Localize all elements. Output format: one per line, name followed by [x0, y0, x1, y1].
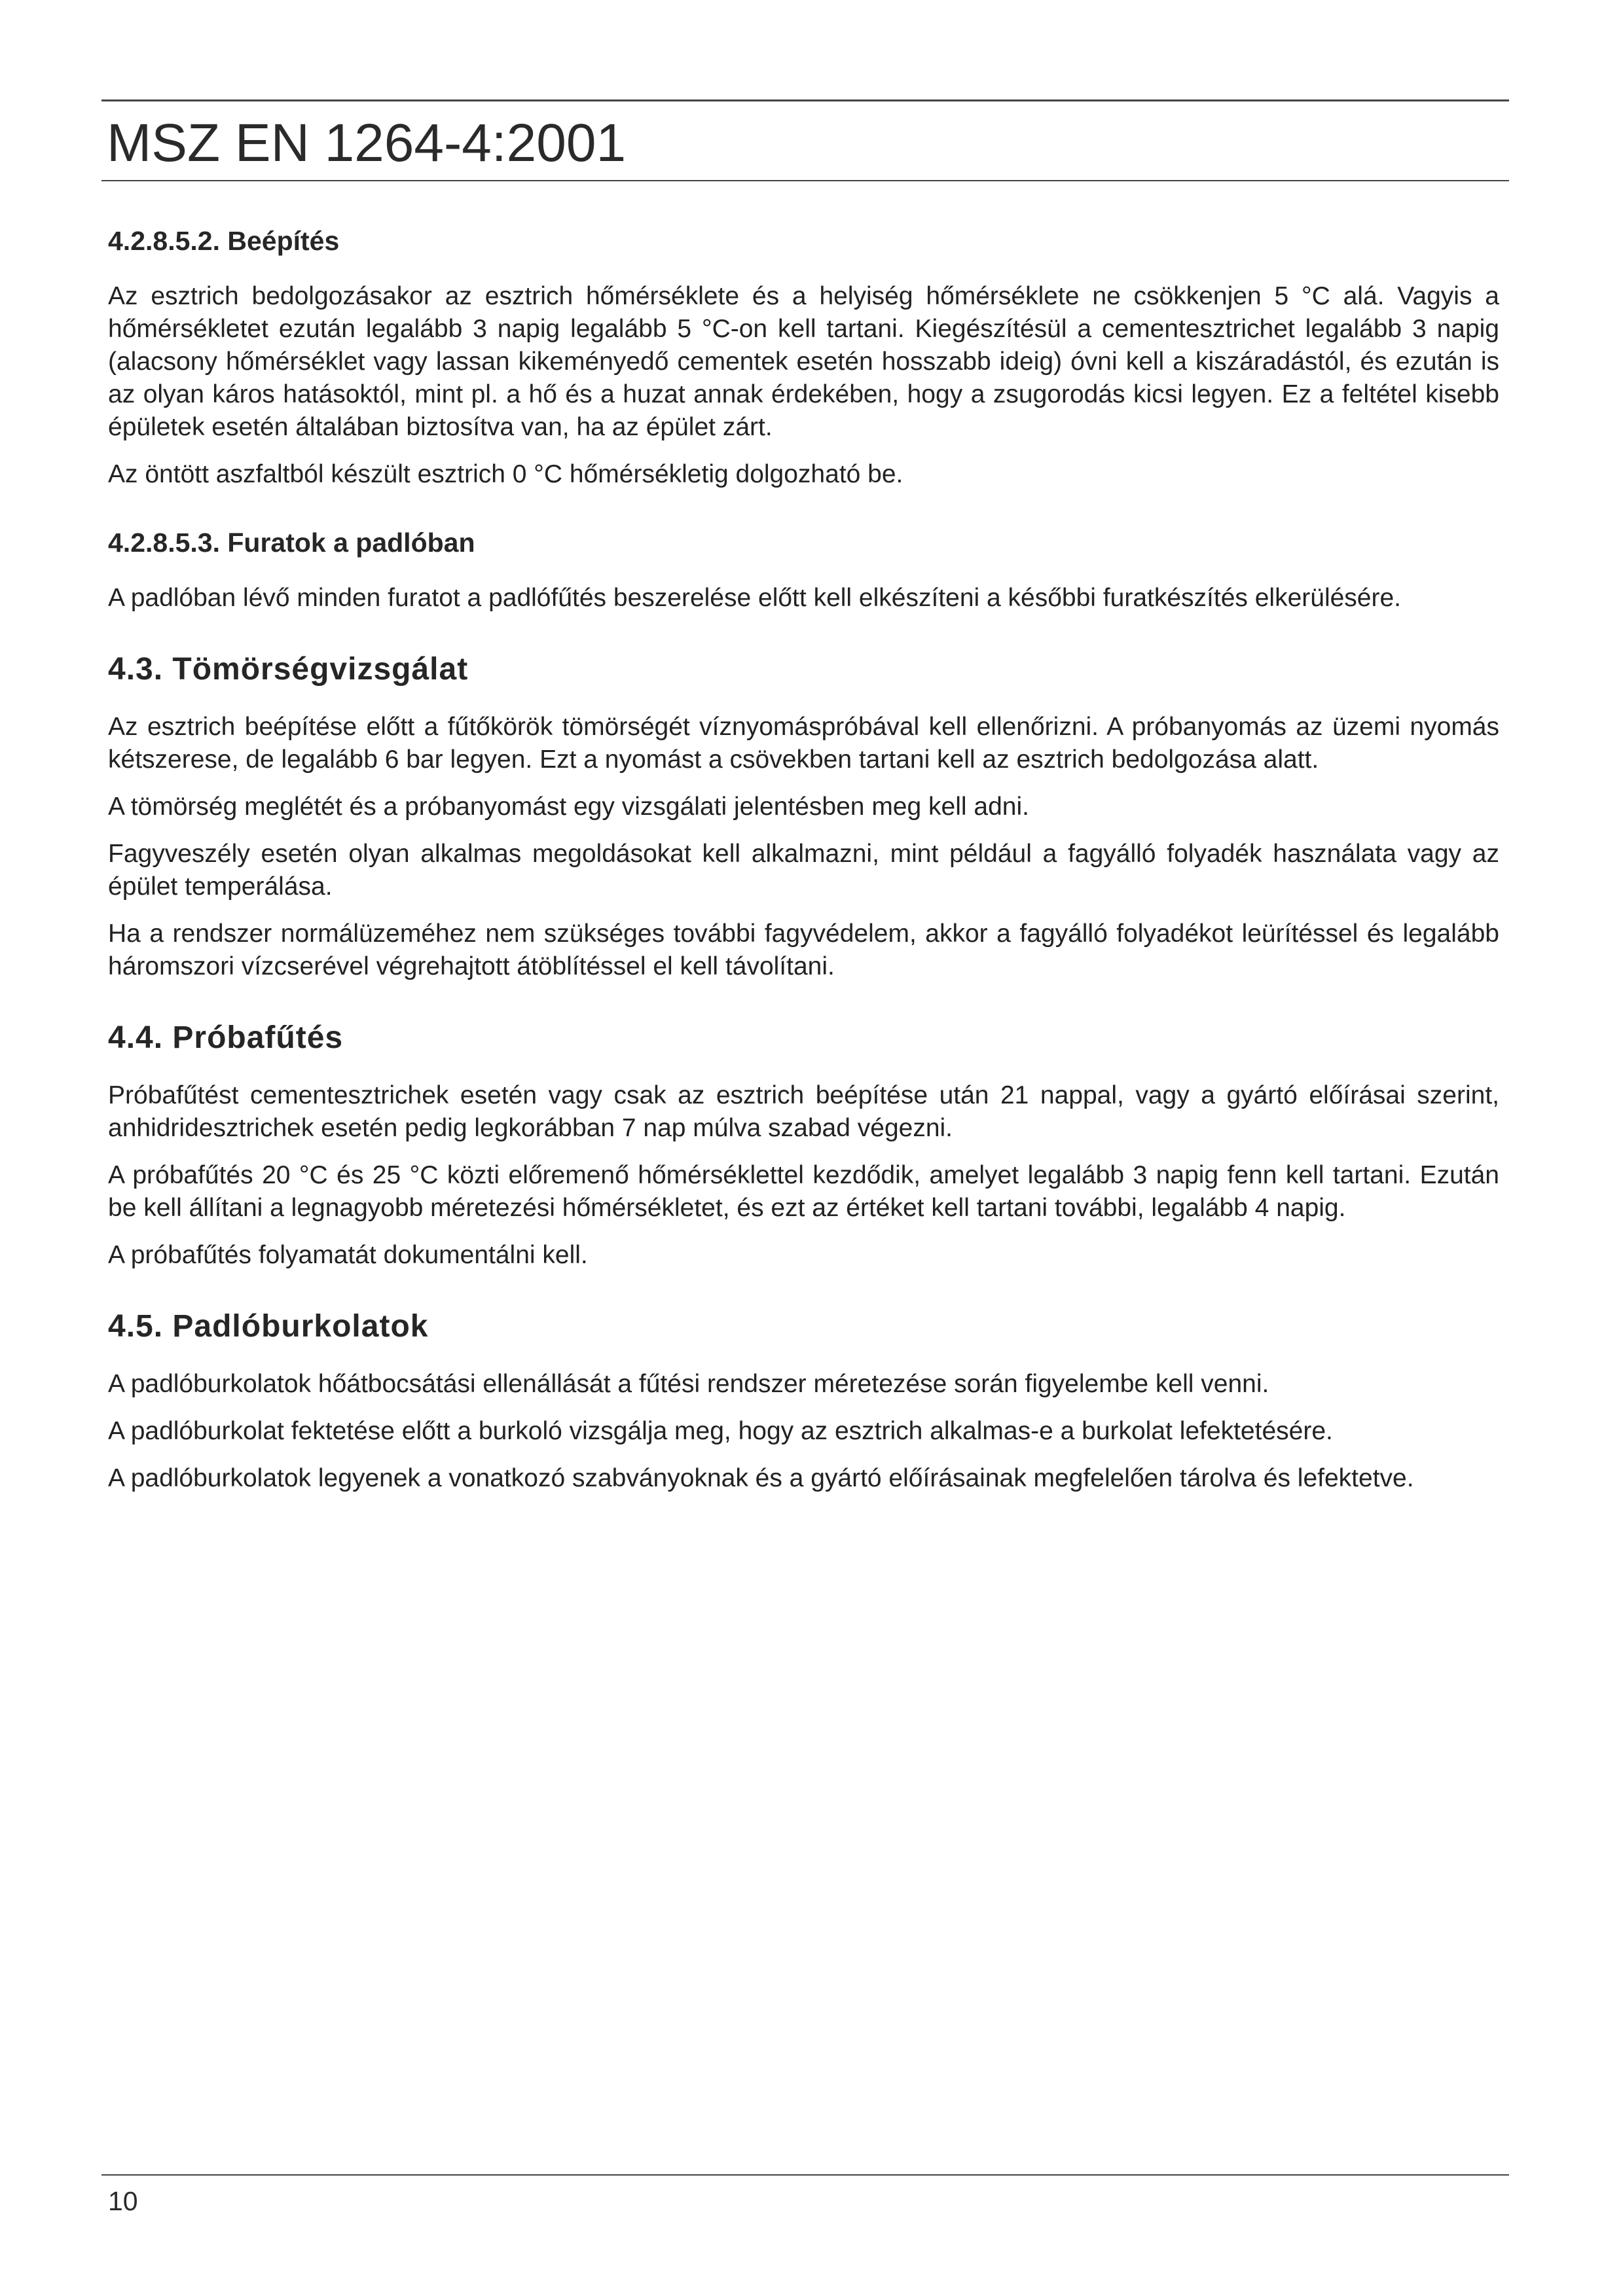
section-furatok — [108, 528, 1499, 615]
paragraph: A padlóburkolatok hőátbocsátási ellenállását a fűtési rendszer méretezése során figyelembe kell venni. — [108, 1370, 1269, 1398]
section-heading: 4.4. Próbafűtés — [108, 1020, 344, 1055]
section-padloburkolatok — [108, 1308, 1499, 1495]
section-heading: 4.3. Tömörségvizsgálat — [108, 652, 469, 687]
paragraph: Próbafűtést cementesztrichek esetén vagy csak az esztrich beépítése után 21 nappal, vagy a gyártó előírásai szerint, anhidridesztrichek esetén pedig legkorábban 7 nap múlva szabad végezni. — [108, 1081, 1499, 1142]
paragraph: A tömörség meglétét és a próbanyomást egy vizsgálati jelentésben meg kell adni. — [108, 793, 1029, 821]
document-title: MSZ EN 1264-4:2001 — [107, 113, 627, 173]
paragraph: Az öntött aszfaltból készült esztrich 0 °C hőmérsékletig dolgozható be. — [108, 460, 903, 488]
section-heading: 4.2.8.5.3. Furatok a padlóban — [108, 528, 475, 558]
header-bottom-rule — [101, 180, 1509, 181]
header-top-rule — [101, 99, 1509, 101]
paragraph: A padlóburkolat fektetése előtt a burkoló vizsgálja meg, hogy az esztrich alkalmas-e a burkolat lefektetésére. — [108, 1417, 1333, 1445]
paragraph: A padlóban lévő minden furatot a padlófűtés beszerelése előtt kell elkészíteni a későbbi furatkészítés elkerülésére. — [108, 584, 1402, 612]
paragraph: Az esztrich beépítése előtt a fűtőkörök tömörségét víznyomáspróbával kell ellenőrizni. A próbanyomás az üzemi nyomás kétszerese, de legalább 6 bar legyen. Ezt a nyomást a csövekben tartani kell az esztrich bedolgozása alatt. — [108, 713, 1499, 774]
section-beepites — [108, 226, 1499, 491]
section-probafutes — [108, 1020, 1499, 1272]
section-heading: 4.5. Padlóburkolatok — [108, 1309, 429, 1344]
paragraph: Ha a rendszer normálüzeméhez nem szükséges további fagyvédelem, akkor a fagyálló folyadékot leürítéssel és legalább háromszori vízcserével végrehajtott átöblítéssel el kell távolítani. — [108, 920, 1499, 980]
paragraph: A próbafűtés folyamatát dokumentálni kell. — [108, 1241, 588, 1269]
paragraph: A próbafűtés 20 °C és 25 °C közti előremenő hőmérséklettel kezdődik, amelyet legalább 3 napig fenn kell tartani. Ezután be kell állítani a legnagyobb méretezési hőmérsékletet, és ezt az értéket kell tartani további, legalább 4 napig. — [108, 1161, 1499, 1222]
document-body — [108, 226, 1499, 1532]
paragraph: A padlóburkolatok legyenek a vonatkozó szabványoknak és a gyártó előírásainak megfelelően tárolva és lefektetve. — [108, 1464, 1414, 1492]
footer-rule — [101, 2174, 1509, 2176]
section-tomorsegvizsgalat — [108, 651, 1499, 983]
page-number: 10 — [108, 2186, 138, 2216]
section-heading: 4.2.8.5.2. Beépítés — [108, 226, 340, 256]
paragraph: Az esztrich bedolgozásakor az esztrich hőmérséklete és a helyiség hőmérséklete ne csökkenjen 5 °C alá. Vagyis a hőmérsékletet ezután legalább 3 napig legalább 5 °C-on kell tartani. Kiegészítésül a cementesztrichet legalább 3 napig (alacsony hőmérséklet vagy lassan kikeményedő cementek esetén hosszabb ideig) óvni kell a kiszáradástól, és ezután is az olyan káros hatásoktól, mint pl. a hő és a huzat annak érdekében, hogy a zsugorodás kicsi legyen. Ez a feltétel kisebb épületek esetén általában biztosítva van, ha az épület zárt. — [108, 282, 1499, 441]
paragraph: Fagyveszély esetén olyan alkalmas megoldásokat kell alkalmazni, mint például a fagyálló folyadék használata vagy az épület temperálása. — [108, 840, 1499, 901]
